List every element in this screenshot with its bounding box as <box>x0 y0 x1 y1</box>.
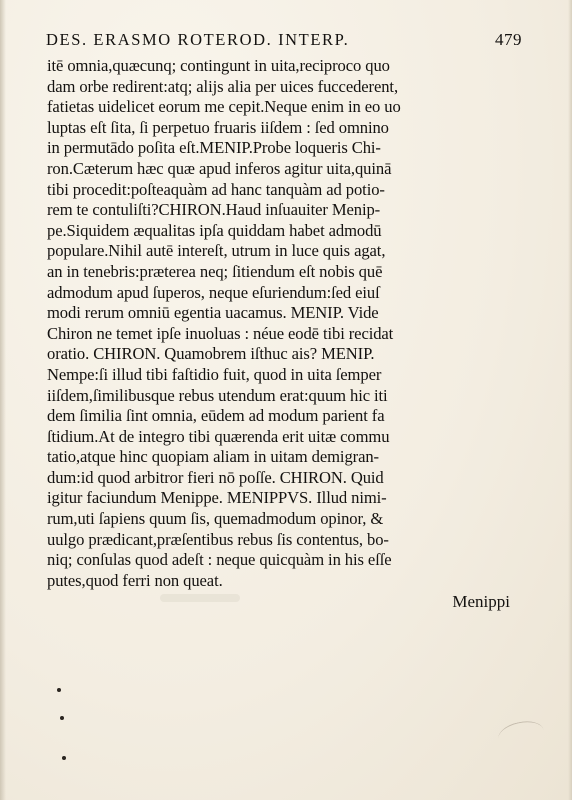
text-line: Nempe:ſi illud tibi faſtidio fuit, quod in uita ſemper <box>47 364 382 384</box>
ink-bleed-mark <box>160 594 240 602</box>
text-line: putes,quod ferri non queat. <box>47 570 223 590</box>
page-number: 479 <box>495 30 522 49</box>
text-line: oratio. CHIRON. Quamobrem iſthuc ais? MENIP. <box>47 344 375 364</box>
body-text <box>47 56 521 591</box>
paper-stain <box>496 717 546 751</box>
running-title: DES. ERASMO ROTEROD. INTERP. <box>46 30 350 49</box>
text-line: ſtidium.At de integro tibi quærenda erit uitæ commu <box>47 426 390 446</box>
text-line: modi rerum omniū egentia uacamus. MENIP. Vide <box>47 303 379 323</box>
paper-spot <box>57 688 61 692</box>
text-line: tatio,atque hinc quopiam aliam in uitam demigran- <box>47 447 379 467</box>
page-edge-shadow-right <box>568 0 572 800</box>
text-line: in permutādo poſita eſt.MENIP.Probe loqueris Chi- <box>47 138 381 158</box>
text-line: ron.Cæterum hæc quæ apud inferos agitur uita,quinā <box>47 158 392 178</box>
text-line: dum:id quod arbitror fieri nō poſſe. CHIRON. Quid <box>47 467 384 487</box>
text-line: rem te contuliſti?CHIRON.Haud inſuauiter Menip- <box>47 200 381 220</box>
text-line: populare.Nihil autē intereſt, utrum in luce quis agat, <box>47 241 386 261</box>
text-line: admodum apud ſuperos, neque eſuriendum:ſed eiuſ <box>47 282 380 302</box>
text-line: rum,uti ſapiens quum ſis, quemadmodum opinor, & <box>47 509 384 529</box>
text-line: Chiron ne temet ipſe inuoluas : néue eodē tibi recidat <box>47 323 394 343</box>
text-line: niq; conſulas quod adeſt : neque quicquàm in his eſſe <box>47 550 392 570</box>
text-line: uulgo prædicant,præſentibus rebus ſis contentus, bo- <box>47 529 389 549</box>
text-line: fatietas uidelicet eorum me cepit.Neque enim in eo uo <box>47 97 401 117</box>
page-edge-shadow-left <box>0 0 6 800</box>
text-line: dam orbe redirent:atq; alijs alia per uices fuccederent, <box>47 76 398 96</box>
catchword: Menippi <box>452 592 510 611</box>
running-head <box>46 30 522 50</box>
text-line: dem ſimilia ſint omnia, eūdem ad modum parient fa <box>47 406 385 426</box>
text-line: luptas eſt ſita, ſi perpetuo fruaris iiſdem : ſed omnino <box>47 117 389 137</box>
text-line: pe.Siquidem æqualitas ipſa quiddam habet admodū <box>47 220 382 240</box>
paper-spot <box>60 716 64 720</box>
text-line: tibi procedit:poſteaquàm ad hanc tanquàm ad potio- <box>47 179 385 199</box>
text-line: itē omnia,quæcunq; contingunt in uita,reciproco quo <box>47 56 390 75</box>
text-line: iiſdem,ſimilibusque rebus utendum erat:quum hic iti <box>47 385 388 405</box>
paper-spot <box>62 756 66 760</box>
text-line: igitur faciundum Menippe. MENIPPVS. Illud nimi- <box>47 488 387 508</box>
text-line: an in tenebris:præterea neq; ſitiendum eſt nobis quē <box>47 261 383 281</box>
